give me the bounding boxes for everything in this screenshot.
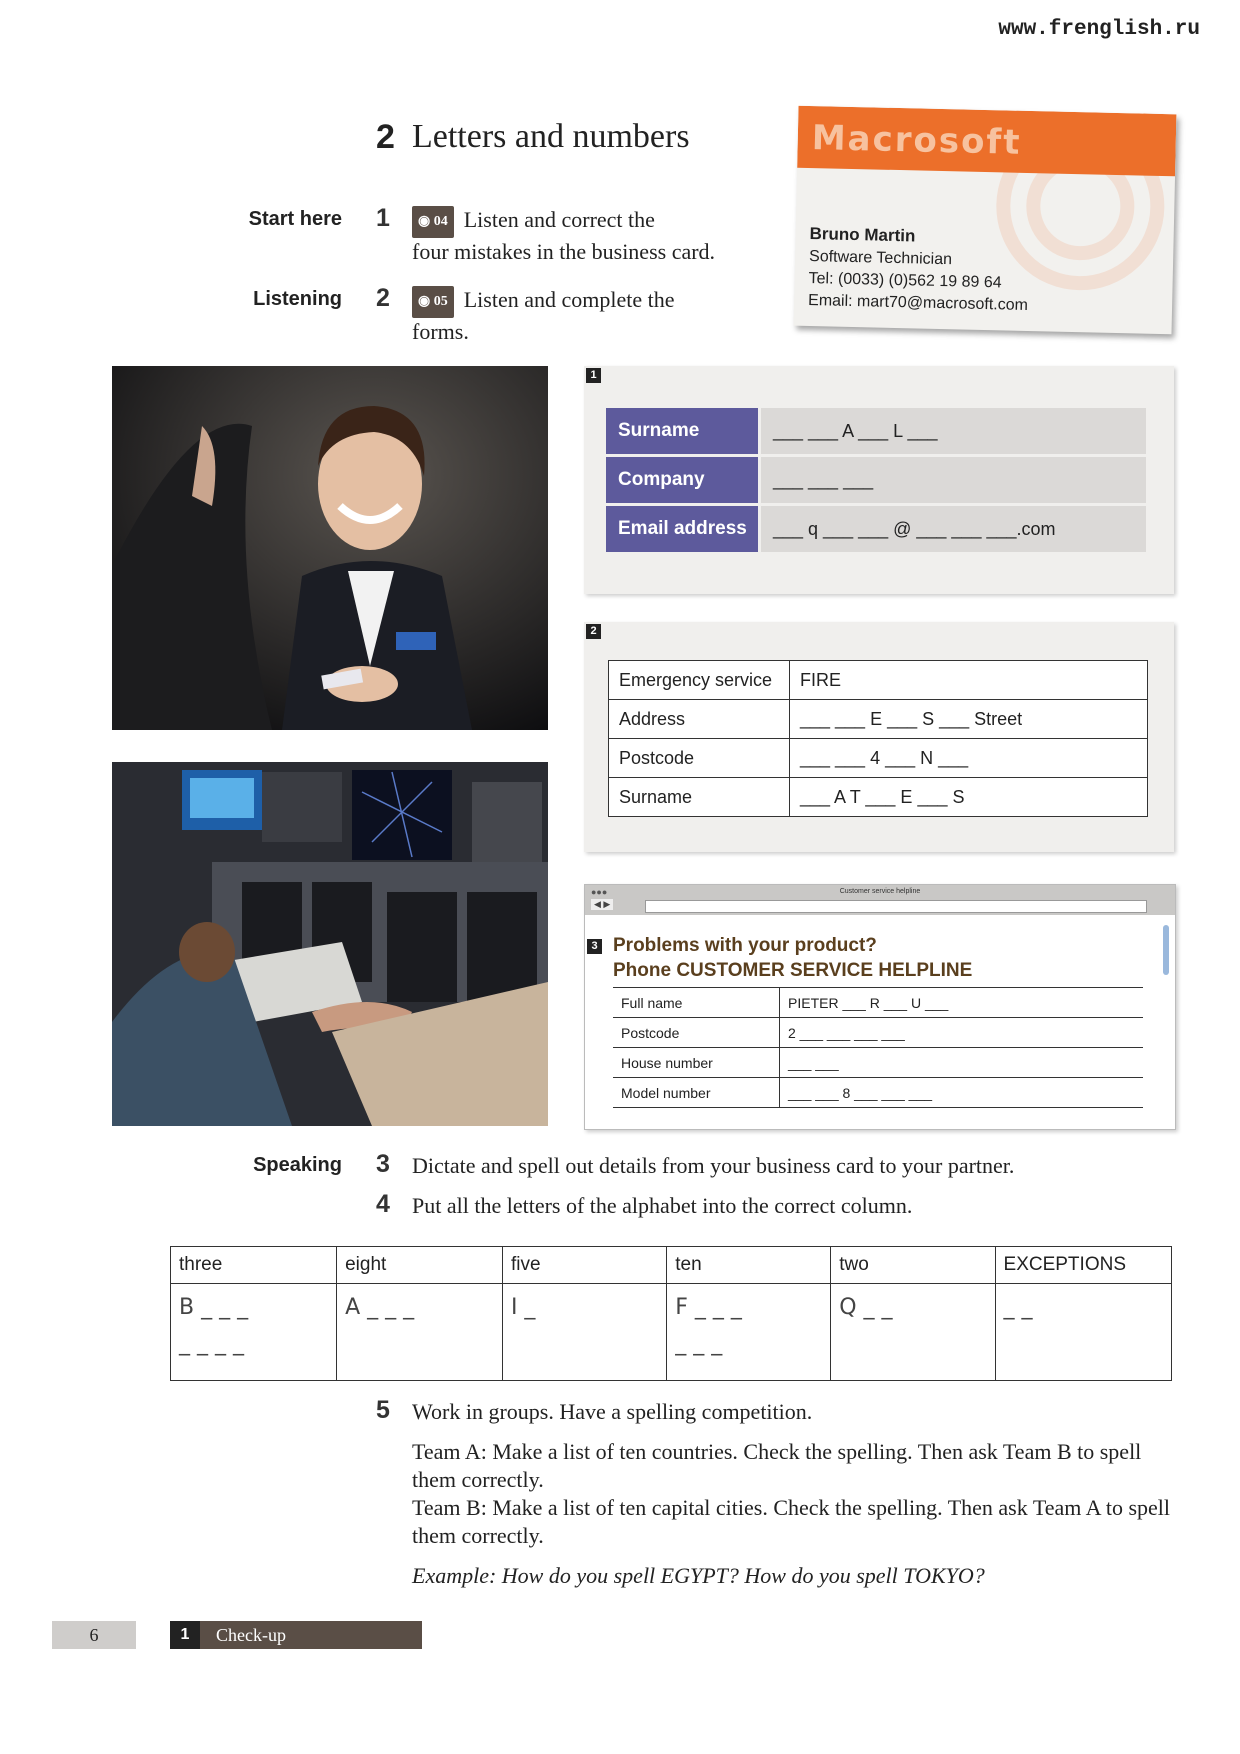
form-2-field[interactable]: ___ ___ E ___ S ___ Street — [790, 700, 1148, 739]
exercise-1-number: 1 — [376, 204, 390, 232]
exercise-5-text: Work in groups. Have a spelling competition. — [412, 1399, 813, 1424]
exercise-4-number: 4 — [376, 1190, 390, 1218]
table-row — [609, 661, 1148, 700]
exercise-1-text: ◉ 04 Listen and correct the four mistakes in the business card. — [412, 207, 716, 264]
card-job-title: Software Technician — [808, 248, 953, 269]
browser-title: Customer service helpline — [839, 888, 921, 895]
form-2-field[interactable]: FIRE — [790, 661, 1148, 700]
form-1-number: 1 — [586, 368, 601, 383]
form-3-label: Model number — [613, 1078, 780, 1108]
table-row — [613, 1048, 1143, 1078]
section-title: Letters and numbers — [412, 118, 690, 155]
form-1-label: Email address — [606, 506, 758, 552]
form-1-label: Company — [606, 457, 758, 503]
card-telephone: Tel: (0033) (0)562 19 89 64 — [808, 270, 1002, 292]
cd-icon: ◉ — [418, 214, 431, 229]
site-url[interactable]: www.frenglish.ru — [998, 18, 1200, 41]
side-label-start-here: Start here — [248, 208, 342, 230]
exercise-2-text: ◉ 05 Listen and complete the forms. — [412, 287, 675, 344]
column-header: two — [831, 1247, 995, 1284]
answer-cell[interactable]: B _ _ _ _ _ _ _ — [171, 1284, 337, 1381]
form-2-label: Surname — [609, 778, 790, 817]
helpline-subheading: Phone CUSTOMER SERVICE HELPLINE — [613, 960, 973, 981]
answer-cell[interactable]: A _ _ _ — [337, 1284, 503, 1381]
photo-control-room-art — [112, 762, 548, 1126]
exercise-5-number: 5 — [376, 1396, 390, 1424]
card-company-logo: Macrosoft — [811, 118, 1022, 163]
table-header-row — [171, 1247, 1172, 1284]
table-row — [171, 1284, 1172, 1381]
browser-address-bar[interactable] — [645, 900, 1147, 913]
column-header: EXCEPTIONS — [995, 1247, 1171, 1284]
unit-tab[interactable] — [170, 1621, 422, 1649]
form-3-number: 3 — [587, 939, 602, 954]
exercise-4-text: Put all the letters of the alphabet into the correct column. — [412, 1193, 913, 1218]
audio-track-badge[interactable]: ◉ 05 — [412, 286, 454, 318]
browser-toolbar — [585, 885, 1175, 915]
form-2-label: Address — [609, 700, 790, 739]
audio-track-badge[interactable]: ◉ 04 — [412, 206, 454, 238]
exercise-5-example: Example: How do you spell EGYPT? How do you spell TOKYO? — [412, 1563, 985, 1588]
form-1 — [606, 408, 1146, 552]
table-row — [613, 1018, 1143, 1048]
table-row — [613, 988, 1143, 1018]
answer-cell[interactable]: I _ — [502, 1284, 666, 1381]
alphabet-table — [170, 1246, 1172, 1381]
cd-icon: ◉ — [418, 294, 431, 309]
form-1-field[interactable]: ___ ___ A ___ L ___ — [761, 408, 1146, 454]
photo-businesswoman — [112, 366, 548, 730]
form-panel-2 — [584, 622, 1174, 852]
form-2-label: Postcode — [609, 739, 790, 778]
form-3-field[interactable]: 2 ___ ___ ___ ___ — [780, 1018, 1144, 1048]
form-2-label: Emergency service — [609, 661, 790, 700]
card-person-name: Bruno Martin — [809, 224, 916, 246]
form-3-field[interactable]: ___ ___ 8 ___ ___ ___ — [780, 1078, 1144, 1108]
answer-cell[interactable]: Q _ _ — [831, 1284, 995, 1381]
column-header: eight — [337, 1247, 503, 1284]
table-row — [609, 700, 1148, 739]
helpline-heading: Problems with your product? — [613, 935, 877, 956]
section-number: 2 — [376, 118, 395, 156]
exercise-5-team-b: Team B: Make a list of ten capital cities. Check the spelling. Then ask Team A to spell them correctly. — [412, 1495, 1170, 1548]
table-row — [609, 778, 1148, 817]
form-1-label: Surname — [606, 408, 758, 454]
unit-number: 1 — [170, 1621, 200, 1649]
side-label-speaking: Speaking — [253, 1154, 342, 1176]
exercise-3-number: 3 — [376, 1150, 390, 1178]
answer-cell[interactable]: _ _ — [995, 1284, 1171, 1381]
form-3-field[interactable]: PIETER ___ R ___ U ___ — [780, 988, 1144, 1018]
exercise-5-team-a: Team A: Make a list of ten countries. Check the spelling. Then ask Team B to spell them correctly. — [412, 1439, 1142, 1492]
column-header: five — [502, 1247, 666, 1284]
answer-cell[interactable]: F _ _ _ _ _ _ — [667, 1284, 831, 1381]
form-2 — [608, 660, 1148, 817]
form-panel-3-browser — [584, 884, 1176, 1130]
unit-title: Check-up — [216, 1625, 286, 1645]
exercise-2-number: 2 — [376, 284, 390, 312]
form-panel-1 — [584, 366, 1174, 594]
photo-control-room — [112, 762, 548, 1126]
browser-scrollbar[interactable] — [1163, 925, 1169, 975]
form-2-field[interactable]: ___ ___ 4 ___ N ___ — [790, 739, 1148, 778]
table-row — [609, 739, 1148, 778]
form-2-field[interactable]: ___ A T ___ E ___ S — [790, 778, 1148, 817]
form-1-field[interactable]: ___ ___ ___ — [761, 457, 1146, 503]
card-email: Email: mart70@macrosoft.com — [807, 292, 1029, 314]
column-header: ten — [667, 1247, 831, 1284]
form-3 — [613, 987, 1143, 1108]
browser-back-forward-icon[interactable]: ◀ ▶ — [591, 899, 613, 910]
form-3-label: Postcode — [613, 1018, 780, 1048]
exercise-3-text: Dictate and spell out details from your business card to your partner. — [412, 1153, 1015, 1178]
form-3-label: House number — [613, 1048, 780, 1078]
photo-businesswoman-art — [112, 366, 548, 730]
table-row — [613, 1078, 1143, 1108]
business-card — [794, 106, 1177, 335]
form-3-field[interactable]: ___ ___ — [780, 1048, 1144, 1078]
form-1-field[interactable]: ___ q ___ ___ @ ___ ___ ___.com — [761, 506, 1146, 552]
form-3-label: Full name — [613, 988, 780, 1018]
form-2-number: 2 — [586, 624, 601, 639]
side-label-listening: Listening — [253, 288, 342, 310]
page-number: 6 — [52, 1621, 136, 1649]
browser-window-controls-icon[interactable]: ●●● — [591, 887, 608, 897]
column-header: three — [171, 1247, 337, 1284]
